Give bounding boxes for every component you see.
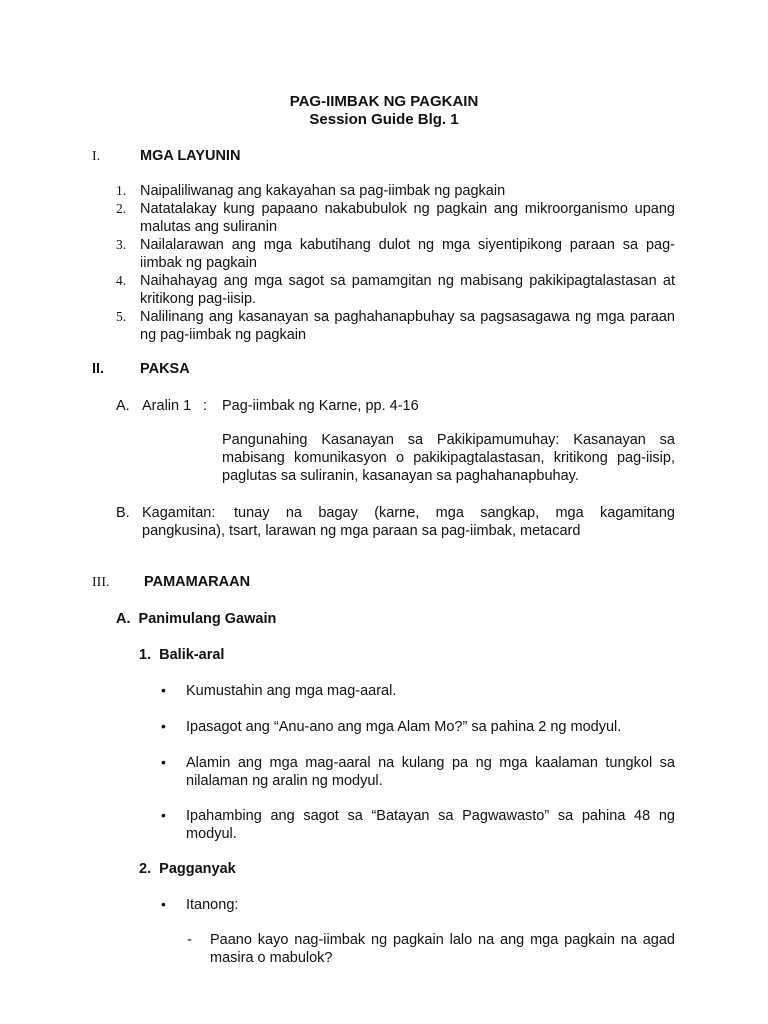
objective-number: 3. [116, 237, 127, 252]
objective-number: 4. [116, 273, 127, 288]
item-b-letter: B. [116, 505, 130, 521]
bullet-text: Alamin ang mga mag-aaral na kulang pa ng mga kaalaman tungkol sa nilalaman ng aralin ng modyul. [186, 755, 675, 789]
step-balik-aral: 1. Balik-aral [139, 647, 225, 663]
objective-number: 2. [116, 201, 127, 216]
dash-item-text: Paano kayo nag-iimbak ng pagkain lalo na ang mga pagkain na agad masira o mabulok? [210, 932, 675, 966]
section-2-numeral: II. [92, 361, 105, 377]
objective-text: Nailalarawan ang mga kabutihang dulot ng mga siyentipikong paraan sa pag-iimbak ng pagkain [140, 237, 675, 271]
document-subtitle: Session Guide Blg. 1 [309, 111, 459, 128]
objective-number: 5. [116, 309, 127, 324]
subheading-panimulang-gawain: A. Panimulang Gawain [116, 611, 277, 627]
item-a-label: Aralin 1 [142, 398, 192, 414]
objective-number: 1. [116, 183, 127, 198]
item-a-paragraph: Pangunahing Kasanayan sa Pakikipamumuhay: Kasanayan sa mabisang komunikasyon o pakikipagtalastasan, kritikong pag-iisip, paglutas sa suliranin, kasanayan sa paghahanapbuhay. [222, 432, 675, 484]
bullet-text: Ipahambing ang sagot sa “Batayan sa Pagwawasto” sa pahina 48 ng modyul. [186, 808, 675, 842]
item-b-value: tunay na bagay (karne, mga sangkap, mga kagamitang pangkusina), tsart, larawan ng mga paraan sa pag-iimbak, metacard [142, 505, 675, 539]
item-a-letter: A. [116, 398, 130, 414]
bullet-text: Kumustahin ang mga mag-aaral. [186, 683, 397, 699]
item-b-block [142, 504, 675, 540]
bullet-icon: • [161, 896, 166, 912]
section-1-numeral: I. [92, 149, 101, 164]
bullet-icon: • [161, 807, 166, 823]
bullet-icon: • [161, 754, 166, 770]
bullet-text: Itanong: [186, 897, 239, 913]
section-3-heading: PAMAMARAAN [144, 574, 251, 590]
item-b-label: Kagamitan: [142, 505, 216, 521]
dash-marker: - [187, 932, 192, 948]
bullet-icon: • [161, 718, 166, 734]
step-pagganyak: 2. Pagganyak [139, 861, 236, 877]
objective-text: Nalilinang ang kasanayan sa paghahanapbuhay sa pagsasagawa ng mga paraan ng pag-iimbak ng pagkain [140, 309, 675, 343]
item-a-colon: : [203, 398, 208, 414]
document-title: PAG-IIMBAK NG PAGKAIN [289, 93, 479, 110]
objective-text: Naipaliliwanag ang kakayahan sa pag-iimbak ng pagkain [140, 183, 506, 199]
section-3-numeral: III. [92, 575, 110, 590]
section-1-heading: MGA LAYUNIN [140, 148, 241, 164]
bullet-text: Ipasagot ang “Anu-ano ang mga Alam Mo?” sa pahina 2 ng modyul. [186, 719, 622, 735]
section-2-heading: PAKSA [140, 361, 190, 377]
objective-text: Natatalakay kung papaano nakabubulok ng pagkain ang mikroorganismo upang malutas ang suliranin [140, 201, 675, 235]
objective-text: Naihahayag ang mga sagot sa pamamgitan ng mabisang pakikipagtalastasan at kritikong pag-iisip. [140, 273, 675, 307]
item-a-value: Pag-iimbak ng Karne, pp. 4-16 [222, 398, 419, 414]
bullet-icon: • [161, 682, 166, 698]
